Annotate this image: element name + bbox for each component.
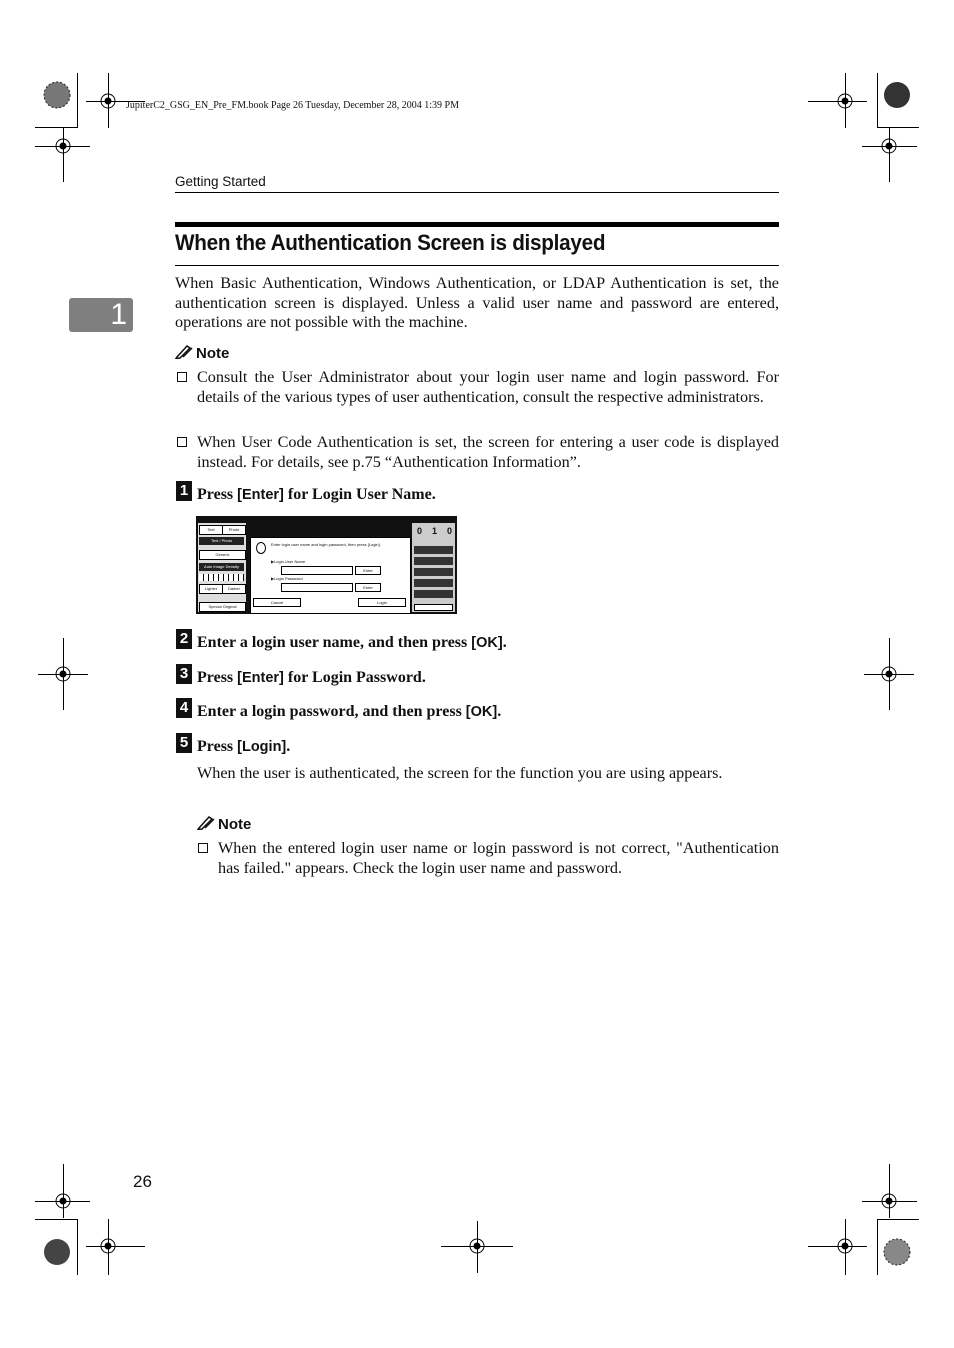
login-user-name-label: ▶Login User Name: [271, 559, 306, 564]
note-heading: [175, 345, 229, 362]
cancel-button: Cancel: [253, 598, 301, 607]
note-title: Note: [196, 345, 230, 362]
note-heading: [197, 816, 251, 833]
step-text: .: [502, 634, 507, 651]
step-instruction: [197, 738, 290, 756]
step-number: 5: [176, 733, 192, 753]
chapter-number: 1: [110, 298, 127, 331]
function-keys: [414, 543, 453, 601]
note-item: Consult the User Administrator about your login user name and login password. For details of the various types of user authentication, consult the respective administrators.: [197, 368, 779, 406]
page-number: 26: [133, 1172, 152, 1191]
key-label: [OK]: [471, 635, 503, 651]
login-password-field: [281, 583, 353, 592]
step5-description: When the user is authenticated, the screen for the function you are using appears.: [197, 764, 723, 782]
section-heading: When the Authentication Screen is displayed: [175, 230, 606, 255]
counter-3: 0: [447, 526, 453, 536]
chapter-tab: [69, 298, 133, 332]
step-instruction: [197, 486, 436, 504]
text-button: Text: [199, 525, 223, 535]
pencil-icon: [197, 816, 215, 830]
step-number: 4: [176, 698, 192, 718]
heading-top-rule: [175, 222, 779, 227]
step-text: Press: [197, 738, 238, 755]
special-original-button: Special Original: [199, 602, 246, 612]
note-title: Note: [218, 816, 252, 833]
preview-button: [414, 604, 453, 611]
enter-password-button: Enter: [355, 583, 381, 592]
text-photo-button: Text / Photo: [199, 537, 244, 545]
step-text: for Login User Name.: [283, 486, 436, 503]
dialog-message: Enter login user name and login password, then press [Login].: [271, 542, 381, 547]
step-instruction: [197, 669, 426, 687]
key-label: [Enter]: [237, 670, 284, 686]
darker-button: Darker: [222, 584, 246, 594]
step-text: Press: [197, 486, 238, 503]
note-item: When the entered login user name or login password is not correct, "Authentication has failed." appears. Check the login user name and password.: [218, 839, 779, 877]
key-label: [Enter]: [237, 487, 284, 503]
step-number: 2: [176, 629, 192, 649]
photo-button: Photo: [222, 525, 246, 535]
login-password-label: ▶Login Password: [271, 576, 303, 581]
enter-user-name-button: Enter: [355, 566, 381, 575]
pencil-icon: [175, 345, 193, 359]
info-icon: [256, 542, 266, 554]
step-number: 1: [176, 481, 192, 501]
running-head: Getting Started: [175, 174, 266, 189]
book-info-line: JupiterC2_GSG_EN_Pre_FM.book Page 26 Tuesday, December 28, 2004 1:39 PM: [126, 100, 459, 111]
auto-density-button: Auto Image Density: [199, 563, 244, 571]
step-instruction: [197, 634, 507, 652]
authentication-screen-image: [196, 516, 457, 614]
login-button: Login: [358, 598, 406, 607]
density-scale: [199, 574, 244, 581]
login-user-name-field: [281, 566, 353, 575]
lighter-button: Lighter: [199, 584, 223, 594]
header-rule: [175, 192, 779, 193]
counter-1: 0: [417, 526, 423, 536]
step-text: .: [497, 703, 502, 720]
step-text: Enter a login password, and then press: [197, 703, 466, 720]
step-text: for Login Password.: [283, 669, 426, 686]
checkbox-bullet: [177, 437, 187, 447]
generic-button: Generic: [199, 550, 246, 560]
step-instruction: [197, 703, 501, 721]
step-number: 3: [176, 664, 192, 684]
key-label: [OK]: [465, 704, 498, 720]
step-text: .: [286, 738, 291, 755]
checkbox-bullet: [198, 843, 208, 853]
intro-paragraph: When Basic Authentication, Windows Authentication, or LDAP Authentication is set, the authentication screen is displayed. Unless a valid user name and password are entered, operations are not possible with the machine.: [175, 274, 779, 331]
key-label: [Login]: [237, 739, 287, 755]
checkbox-bullet: [177, 372, 187, 382]
step-text: Press: [197, 669, 238, 686]
note-item: When User Code Authentication is set, the screen for entering a user code is displayed instead. For details, see p.75 “Authentication Information”.: [197, 433, 779, 471]
counter-2: 1: [432, 526, 438, 536]
step-text: Enter a login user name, and then press: [197, 634, 472, 651]
heading-bottom-rule: [175, 265, 779, 266]
